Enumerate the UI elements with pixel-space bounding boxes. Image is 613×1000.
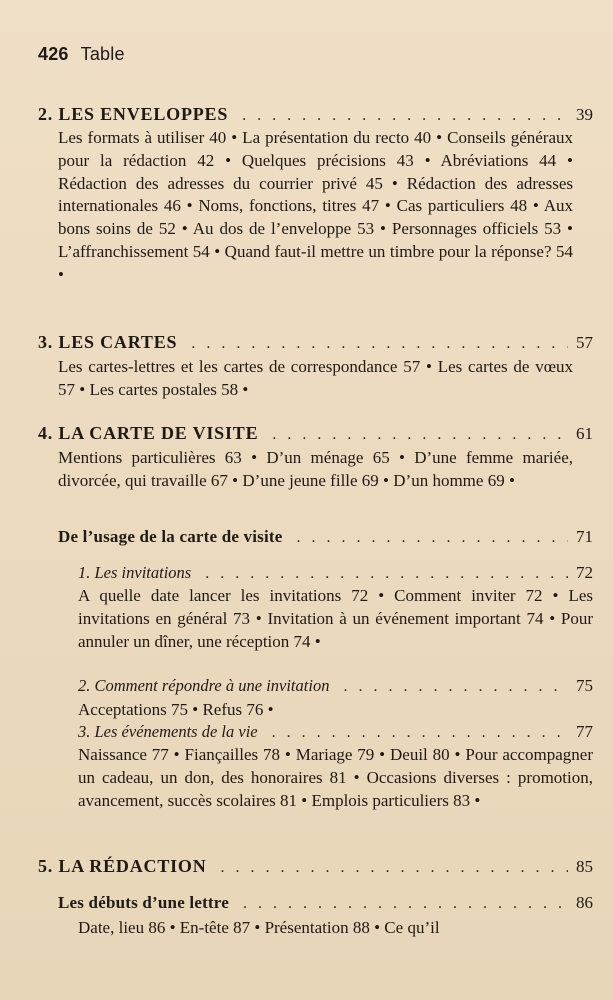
dot-leader <box>191 335 568 353</box>
toc-item-2-entries: Acceptations 75 • Refus 76 • <box>78 700 274 719</box>
subsection-page: 86 <box>576 893 593 912</box>
subsection-title: Les débuts d’une lettre <box>58 893 229 912</box>
section-title: 3. LES CARTES <box>38 332 178 352</box>
toc-section-3-heading <box>38 332 593 358</box>
item-title: 2. Comment répondre à une invitation <box>78 676 330 695</box>
dot-leader <box>272 426 568 444</box>
section-page: 61 <box>576 424 593 443</box>
running-title: Table <box>80 44 125 64</box>
section-page: 85 <box>576 857 593 876</box>
dot-leader <box>272 724 568 742</box>
toc-item-1-entries: A quelle date lancer les invitations 72 • Comment inviter 72 • Les invitations en général 73 • Invitation à un événement important 74 • Pour annuler un dîner, une réception 74 • <box>78 586 593 651</box>
toc-section-5-heading <box>38 856 593 882</box>
item-page: 75 <box>576 676 593 695</box>
subsection-page: 71 <box>576 527 593 546</box>
dot-leader <box>205 565 568 583</box>
toc-section-4-heading <box>38 423 593 449</box>
page-number: 426 <box>38 44 69 64</box>
dot-leader <box>243 895 568 913</box>
section-title: 4. LA CARTE DE VISITE <box>38 423 259 443</box>
section-title: 2. LES ENVELOPPES <box>38 104 229 124</box>
toc-section-3-entries: Les cartes-lettres et les cartes de correspondance 57 • Les cartes de vœux 57 • Les cartes postales 58 • <box>58 357 573 399</box>
item-title: 1. Les invitations <box>78 563 192 582</box>
toc-subsection-heading <box>58 527 593 553</box>
item-page: 72 <box>576 563 593 582</box>
dot-leader <box>242 107 568 125</box>
dot-leader <box>343 678 568 696</box>
toc-section-2-entries: Les formats à utiliser 40 • La présentation du recto 40 • Conseils généraux pour la rédaction 42 • Quelques précisions 43 • Abréviations 44 • Rédaction des adresses du courrier privé 45 • Rédaction des adresses internationales 46 • Noms, fonctions, titres 47 • Cas particuliers 48 • Aux bons soins de 52 • Au dos de l’enveloppe 53 • Personnages officiels 53 • L’affranchissement 54 • Quand faut-il mettre un timbre pour la réponse? 54 • <box>58 128 573 284</box>
section-page: 57 <box>576 333 593 352</box>
toc-item-3-entries: Naissance 77 • Fiançailles 78 • Mariage 79 • Deuil 80 • Pour accompagner un cadeau, un don, des honoraires 81 • Occasions diverses : promotion, avancement, succès scolaires 81 • Emplois particuliers 83 • <box>78 745 593 810</box>
item-page: 77 <box>576 722 593 741</box>
dot-leader <box>297 529 568 547</box>
section-title: 5. LA RÉDACTION <box>38 856 207 876</box>
page-header <box>38 44 125 65</box>
section-page: 39 <box>576 105 593 124</box>
toc-section-4-entries: Mentions particulières 63 • D’un ménage 65 • D’une femme mariée, divorcée, qui travaille 67 • D’une jeune fille 69 • D’un homme 69 • <box>58 448 573 490</box>
item-title: 3. Les événements de la vie <box>78 722 258 741</box>
toc-subsection-heading <box>58 893 593 919</box>
dot-leader <box>221 859 568 877</box>
toc-subsection-entries: Date, lieu 86 • En-tête 87 • Présentation 88 • Ce qu’il <box>78 918 440 937</box>
subsection-title: De l’usage de la carte de visite <box>58 527 283 546</box>
